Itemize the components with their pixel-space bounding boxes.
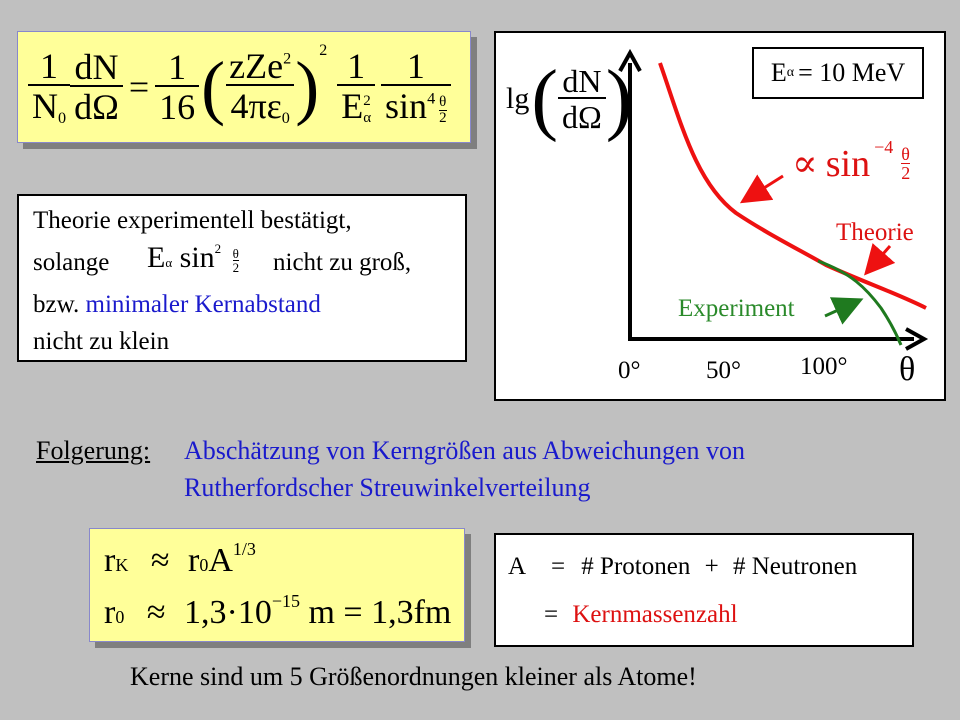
paren-close: ) <box>295 47 320 127</box>
prop-arrow <box>745 176 783 200</box>
rutherford-formula-box <box>17 31 471 143</box>
frac-one-over-n0: $\frac{1}{N_0}$ <box>28 48 70 126</box>
folgerung-line-1: Abschätzung von Kerngrößen aus Abweichungen von <box>184 436 746 465</box>
paren-open: ( <box>201 47 226 127</box>
outer-exponent: 2 <box>319 42 328 59</box>
theory-line-1: Theorie experimentell bestätigt, <box>33 207 352 234</box>
cross-section-plot-box <box>494 31 946 401</box>
footer-statement: Kerne sind um 5 Größenordnungen kleiner als Atome! <box>130 662 697 691</box>
mass-line-2: = Kernmassenzahl <box>544 601 738 628</box>
radius-formula-1: rK ≈ $r0A^{1/3}$ <box>104 539 256 579</box>
frac-one-sixteenth: $\frac{1}{16}$ <box>155 49 199 125</box>
frac-coulomb: $\frac{zZe^2}{4\pi\varepsilon_0}$ <box>225 48 295 126</box>
experiment-arrow <box>825 301 858 316</box>
theorie-arrow <box>868 246 890 271</box>
theory-line-3: bzw. minimaler Kernabstand <box>33 291 321 318</box>
mass-number-box <box>494 533 914 647</box>
label-theorie: Theorie <box>836 219 914 246</box>
tick-100: 100° <box>800 353 848 380</box>
folgerung-line-2: Rutherfordscher Streuwinkelverteilung <box>184 473 591 502</box>
frac-dn-domega: $\frac{dN}{d\Omega}$ <box>70 49 123 125</box>
folgerung-label: Folgerung: <box>36 436 151 465</box>
radius-formula-2: $r0 \approx 1,3\cdot 10^{-15}$ m = 1,3fm <box>104 591 452 631</box>
theory-inline-formula: Eα $\sin^2$ $\frac{\theta}{2}$ <box>147 241 240 275</box>
mass-line-1: A = # Protonen + # Neutronen <box>508 553 858 580</box>
rutherford-formula <box>28 40 451 134</box>
label-experiment: Experiment <box>678 295 795 322</box>
frac-energy: 1 E 2 α <box>337 48 375 126</box>
theory-line-4: nicht zu klein <box>33 328 170 355</box>
nuclear-radius-box <box>89 528 465 642</box>
x-axis-label-theta: θ <box>899 351 916 388</box>
tick-50: 50° <box>706 357 741 384</box>
equals-sign: = <box>128 67 150 107</box>
y-axis-label: lg ( $\frac{dN}{d\Omega}$ ) <box>506 55 633 143</box>
proportional-formula: ∝ sin −4 θ 2 <box>792 137 911 185</box>
tick-0: 0° <box>618 357 641 384</box>
energy-label-box: E α = 10 MeV <box>752 47 924 99</box>
experiment-curve <box>818 261 901 345</box>
theory-line-2: solange Eα $\sin^2$ $\frac{\theta}{2}$ nicht zu groß, <box>33 241 412 276</box>
theory-validity-box <box>17 194 467 362</box>
frac-sin4: 1 $\sin^4$ $\frac{\theta}{2}$ <box>381 48 451 125</box>
